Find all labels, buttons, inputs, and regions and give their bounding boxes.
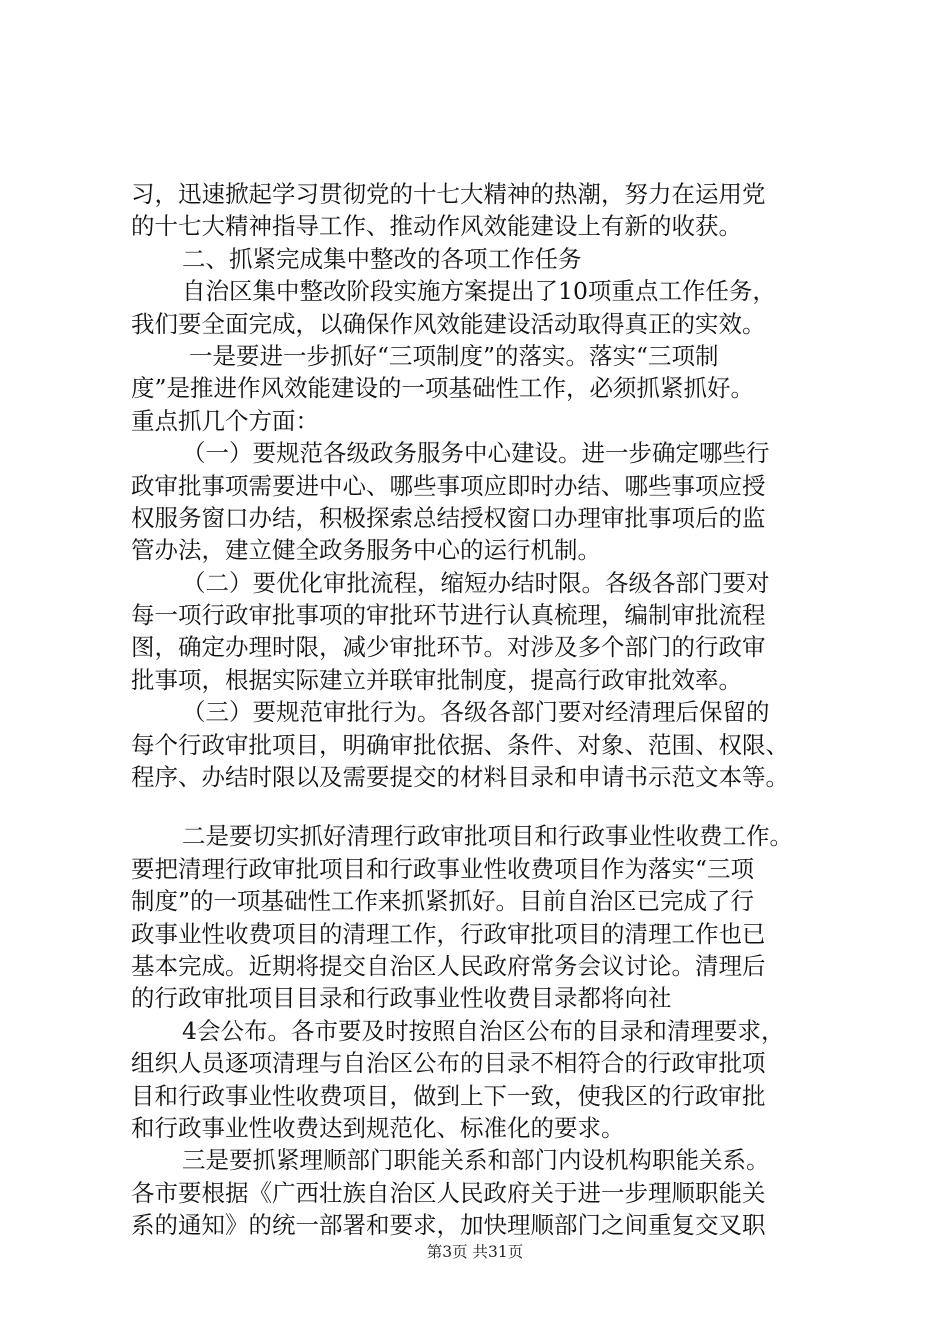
text-line: 4会公布。各市要及时按照自治区公布的目录和清理要求，	[182, 1016, 785, 1045]
paragraph-gap	[131, 793, 837, 820]
text-line: 图，确定办理时限，减少审批环节。对涉及多个部门的行政审	[131, 633, 766, 662]
text-line: 二、抓紧完成集中整改的各项工作任务	[182, 244, 582, 273]
document-body	[131, 178, 837, 1242]
text-line: 重点抓几个方面：	[131, 406, 319, 435]
text-line: 度”是推进作风效能建设的一项基础性工作，必须抓紧抓好。	[131, 374, 755, 403]
text-line: 我们要全面完成，以确保作风效能建设活动取得真正的实效。	[131, 309, 766, 338]
text-line: 各市要根据《广西壮族自治区人民政府关于进一步理顺职能关	[131, 1178, 766, 1207]
text-line: 习，迅速掀起学习贯彻党的十七大精神的热潮，努力在运用党	[131, 180, 766, 208]
text-line: 基本完成。近期将提交自治区人民政府常务会议讨论。清理后	[131, 951, 766, 980]
text-line: 制度”的一项基础性工作来抓紧抓好。目前自治区已完成了行	[131, 887, 755, 916]
text-line: 权服务窗口办结，积极探索总结授权窗口办理审批事项后的监	[131, 503, 766, 532]
text-line: 和行政事业性收费达到规范化、标准化的要求。	[131, 1113, 625, 1142]
text-line: 政事业性收费项目的清理工作，行政审批项目的清理工作也已	[131, 919, 766, 948]
text-line: 管办法，建立健全政务服务中心的运行机制。	[131, 536, 601, 565]
text-line: 要把清理行政审批项目和行政事业性收费项目作为落实“三项	[131, 854, 755, 883]
text-line: 每一项行政审批事项的审批环节进行认真梳理，编制审批流程	[131, 601, 766, 630]
text-line: 三是要抓紧理顺部门职能关系和部门内设机构职能关系。	[182, 1146, 770, 1175]
text-line: 政审批事项需要进中心、哪些事项应即时办结、哪些事项应授	[131, 471, 766, 500]
text-line: （三）要规范审批行为。各级各部门要对经清理后保留的	[182, 698, 770, 727]
text-line: 一是要进一步抓好“三项制度”的落实。落实“三项制	[189, 341, 719, 370]
text-line: 的行政审批项目目录和行政事业性收费目录都将向社	[131, 984, 672, 1013]
text-line: （二）要优化审批流程，缩短办结时限。各级各部门要对	[182, 568, 770, 597]
text-line: 每个行政审批项目，明确审批依据、条件、对象、范围、权限、	[131, 730, 789, 759]
text-line: 批事项，根据实际建立并联审批制度，提高行政审批效率。	[131, 665, 742, 694]
text-line: 二是要切实抓好清理行政审批项目和行政事业性收费工作。	[182, 822, 793, 851]
text-line: 系的通知》的统一部署和要求，加快理顺部门之间重复交叉职	[131, 1211, 766, 1240]
text-line: （一）要规范各级政务服务中心建设。进一步确定哪些行	[182, 439, 770, 468]
text-line: 组织人员逐项清理与自治区公布的目录不相符合的行政审批项	[131, 1049, 766, 1078]
text-line: 的十七大精神指导工作、推动作风效能建设上有新的收获。	[131, 212, 742, 241]
text-line: 程序、办结时限以及需要提交的材料目录和申请书示范文本等。	[131, 763, 789, 792]
text-line: 自治区集中整改阶段实施方案提出了10项重点工作任务，	[182, 277, 776, 306]
page-footer: 第3页 共31页	[426, 1243, 524, 1261]
text-line: 目和行政事业性收费项目，做到上下一致，使我区的行政审批	[131, 1081, 766, 1110]
